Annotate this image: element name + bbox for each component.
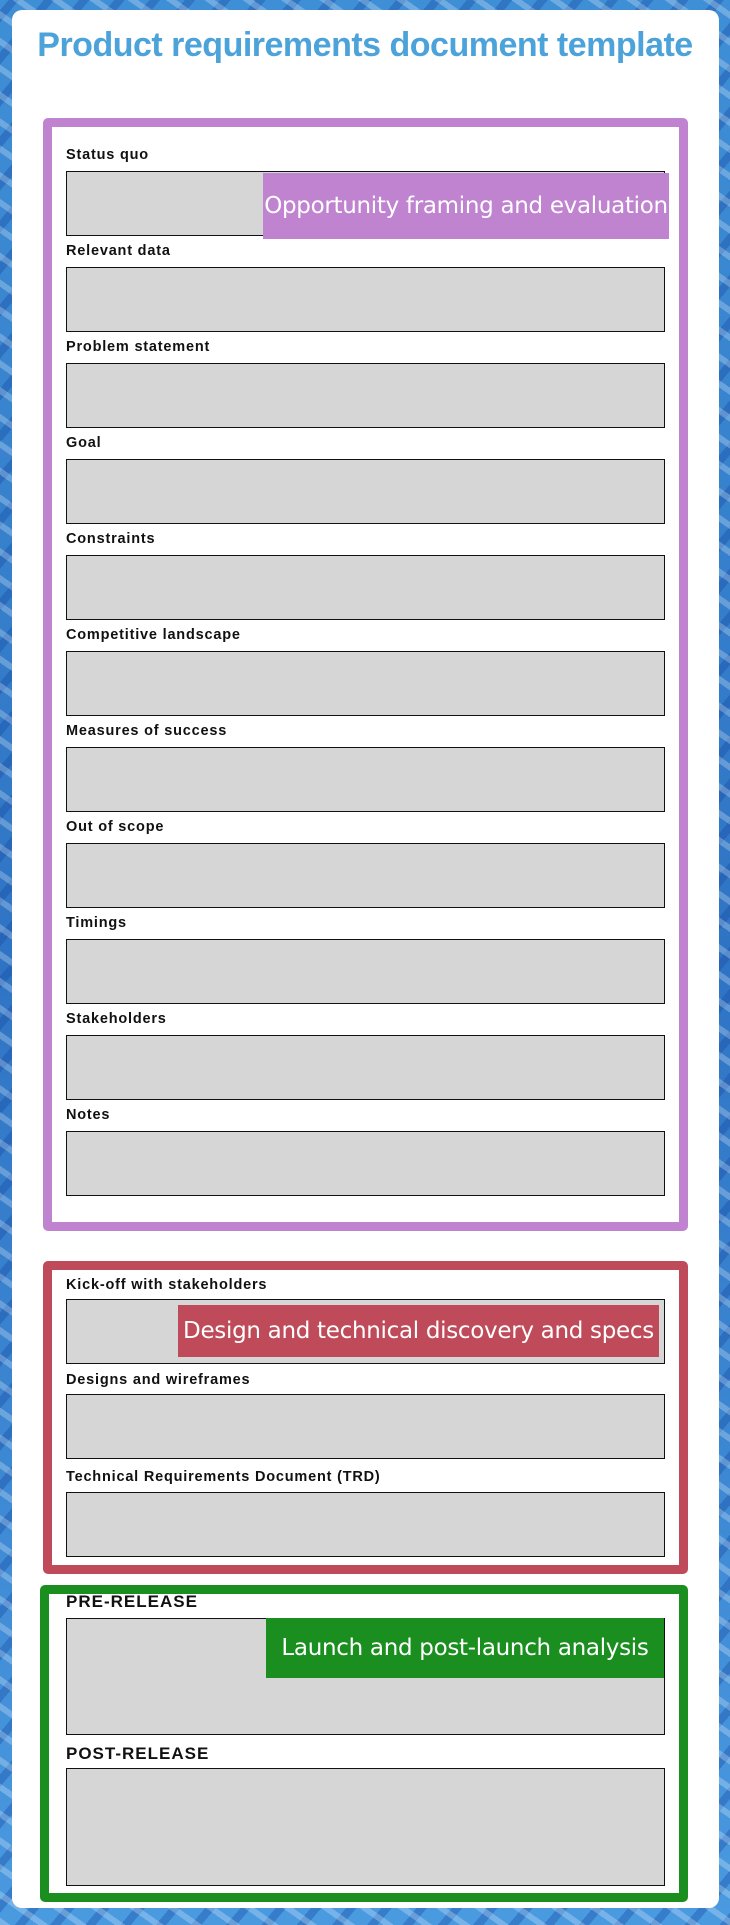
post-release-field[interactable]: [66, 1768, 665, 1886]
launch-heading: Launch and post-launch analysis: [266, 1618, 664, 1678]
stakeholders-field[interactable]: [66, 1035, 665, 1100]
problem-statement-field[interactable]: [66, 363, 665, 428]
field-label-relevant-data: Relevant data: [66, 243, 171, 259]
trd-field[interactable]: [66, 1492, 665, 1557]
out-of-scope-field[interactable]: [66, 843, 665, 908]
field-label-kickoff: Kick-off with stakeholders: [66, 1277, 268, 1293]
field-label-stakeholders: Stakeholders: [66, 1011, 167, 1027]
design-heading: Design and technical discovery and specs: [178, 1305, 659, 1357]
field-label-out-of-scope: Out of scope: [66, 819, 165, 835]
field-label-measures-of-success: Measures of success: [66, 723, 228, 739]
field-label-timings: Timings: [66, 915, 127, 931]
field-label-goal: Goal: [66, 435, 102, 451]
measures-of-success-field[interactable]: [66, 747, 665, 812]
field-label-constraints: Constraints: [66, 531, 156, 547]
field-label-competitive-landscape: Competitive landscape: [66, 627, 241, 643]
competitive-landscape-field[interactable]: [66, 651, 665, 716]
field-label-problem-statement: Problem statement: [66, 339, 211, 355]
goal-field[interactable]: [66, 459, 665, 524]
field-label-pre-release: PRE-RELEASE: [66, 1592, 198, 1611]
timings-field[interactable]: [66, 939, 665, 1004]
field-label-trd: Technical Requirements Document (TRD): [66, 1469, 381, 1485]
field-label-post-release: POST-RELEASE: [66, 1744, 210, 1763]
field-label-notes: Notes: [66, 1107, 111, 1123]
field-label-designs: Designs and wireframes: [66, 1372, 251, 1388]
designs-field[interactable]: [66, 1394, 665, 1459]
opportunity-heading: Opportunity framing and evaluation: [263, 173, 669, 239]
field-label-status-quo: Status quo: [66, 147, 149, 163]
constraints-field[interactable]: [66, 555, 665, 620]
relevant-data-field[interactable]: [66, 267, 665, 332]
page-title: Product requirements document template: [37, 26, 693, 64]
notes-field[interactable]: [66, 1131, 665, 1196]
